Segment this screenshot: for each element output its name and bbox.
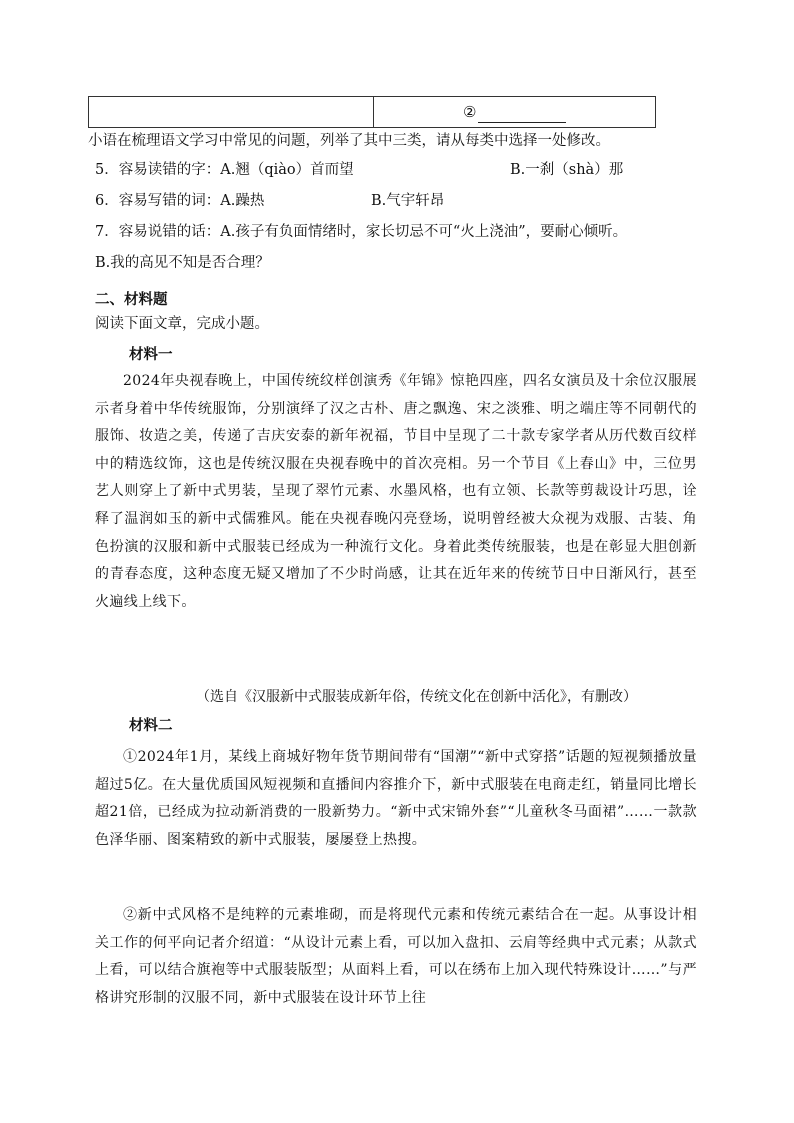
material-2-body-2 — [95, 902, 697, 1012]
material-1-paragraph: 2024年央视春晚上，中国传统纹样创演秀《年锦》惊艳四座，四名女演员及十余位汉服展示者身着中华传统服饰，分别演绎了汉之古朴、唐之飘逸、宋之淡雅、明之端庄等不同朝代的服饰、妆造之美，传递了吉庆安泰的新年祝福，节目中呈现了二十款专家学者从历代数百纹样中的精选纹饰，这也是传统汉服在央视春晚中的首次亮相。另一个节目《上春山》中，三位男艺人则穿上了新中式男装，呈现了翠竹元素、水墨风格，也有立领、长款等剪裁设计巧思，诠释了温润如玉的新中式儒雅风。能在央视春晚闪亮登场，说明曾经被大众视为戏服、古装、角色扮演的汉服和新中式服装已经成为一种流行文化。身着此类传统服装，也是在彰显大胆创新的青春态度，这种态度无疑又增加了不少时尚感，让其在近年来的传统节日中日渐风行，甚至火遍线上线下。 — [95, 373, 697, 610]
option-a: A.躁热 — [220, 193, 265, 209]
question-5 — [95, 159, 354, 181]
option-a: A.翘（qiào）首而望 — [220, 162, 354, 178]
question-number: 5． — [95, 162, 119, 178]
question-7 — [95, 221, 627, 243]
question-7-option-b: B.我的高见不知是否合理？ — [95, 255, 270, 271]
question-5-option-b: B.一刹（shà）那 — [510, 162, 624, 178]
material-1-title: 材料一 — [129, 346, 173, 363]
material-2-paragraph-2: ②新中式风格不是纯粹的元素堆砌，而是将现代元素和传统元素结合在一起。从事设计相关工作的何平向记者介绍道：“从设计元素上看，可以加入盘扣、云肩等经典中式元素；从款式上看，可以结合旗袍等中式服装版型；从面料上看，可以在绣布上加入现代特殊设计……”与严格讲究形制的汉服不同，新中式服装在设计环节上往 — [95, 907, 697, 1006]
table-divider — [373, 97, 374, 127]
question-number: 6． — [95, 193, 119, 209]
answer-table — [88, 96, 656, 128]
option-a: A.孩子有负面情绪时，家长切忌不可“火上浇油”，要耐心倾听。 — [220, 224, 628, 240]
answer-blank-2[interactable] — [463, 101, 566, 123]
material-2-body — [95, 744, 697, 854]
question-number: 7． — [95, 224, 119, 240]
blank-line — [478, 106, 566, 123]
material-2-title: 材料二 — [129, 717, 173, 734]
section-title: 二、材料题 — [95, 291, 168, 308]
question-intro: 小语在梳理语文学习中常见的问题，列举了其中三类，请从每类中选择一处修改。 — [88, 133, 610, 149]
section-instruction: 阅读下面文章，完成小题。 — [95, 316, 269, 332]
question-6 — [95, 190, 264, 212]
question-label: 容易说错的话： — [118, 224, 221, 240]
circle-number: ② — [463, 103, 477, 121]
material-1-body — [95, 368, 697, 616]
question-label: 容易读错的字： — [118, 162, 221, 178]
material-2-paragraph-1: ①2024年1月，某线上商城好物年货节期间带有“国潮”“新中式穿搭”话题的短视频播放量超过5亿。在大量优质国风短视频和直播间内容推介下，新中式服装在电商走红，销量同比增长超21倍，已经成为拉动新消费的一股新势力。“新中式宋锦外套”“儿童秋冬马面裙”……一款款色泽华丽、图案精致的新中式服装，屡屡登上热搜。 — [95, 749, 697, 848]
question-label: 容易写错的词： — [118, 193, 221, 209]
material-1-source: （选自《汉服新中式服装成新年俗，传统文化在创新中活化》，有删改） — [196, 689, 637, 705]
question-6-option-b: B.气宇轩昂 — [371, 193, 445, 209]
